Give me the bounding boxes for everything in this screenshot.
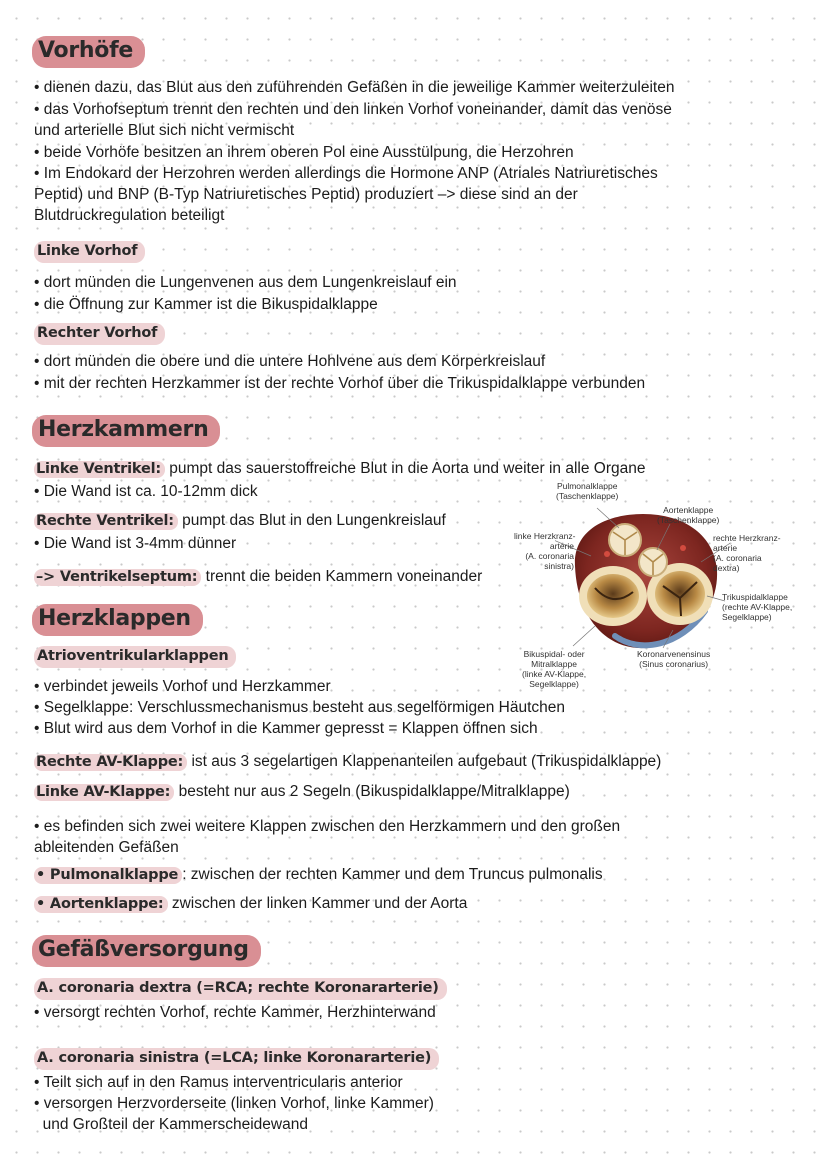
subtitle-lca: A. coronaria sinistra (=LCA; linke Koronararterie) bbox=[34, 1048, 439, 1070]
rechte-ventrikel-wand: • Die Wand ist 3-4mm dünner bbox=[34, 535, 237, 552]
rca-line-1: • versorgt rechten Vorhof, rechte Kammer, Herzhinterwand bbox=[34, 1004, 436, 1021]
section-title-herzklappen: Herzklappen bbox=[32, 604, 203, 636]
label-linke-koronararterie: linke Herzkranz- arterie (A. coronaria sinistra) bbox=[514, 531, 576, 571]
septum-label: –> Ventrikelseptum: bbox=[34, 569, 201, 586]
vorhoefe-line-6: Peptid) und BNP (B-Typ Natriuretisches Peptid) produziert –> diese sind an der bbox=[34, 186, 578, 203]
av-line-2: • Segelklappe: Verschlussmechanismus besteht aus segelförmigen Häutchen bbox=[34, 699, 566, 716]
linke-av-text: besteht nur aus 2 Segeln (Bikuspidalklappe/Mitralklappe) bbox=[174, 783, 570, 800]
septum-text: trennt die beiden Kammern voneinander bbox=[201, 568, 483, 585]
label-aortenklappe: Aortenklappe (Taschenklappe) bbox=[657, 505, 720, 525]
rechte-ventrikel-line bbox=[34, 510, 446, 532]
subtitle-linker-vorhof: Linke Vorhof bbox=[34, 241, 145, 263]
linke-ventrikel-line bbox=[34, 458, 645, 480]
pulmonalklappe-text: : zwischen der rechten Kammer und dem Truncus pulmonalis bbox=[182, 866, 603, 883]
lca-line-2: • versorgen Herzvorderseite (linken Vorhof, linke Kammer) bbox=[34, 1095, 434, 1112]
av-line-3: • Blut wird aus dem Vorhof in die Kammer gepresst = Klappen öffnen sich bbox=[34, 720, 538, 737]
label-bikuspidalklappe: Bikuspidal- oder Mitralklappe (linke AV-Klappe, Segelklappe) bbox=[522, 649, 587, 689]
rechter-vorhof-line-2: • mit der rechten Herzkammer ist der rechte Vorhof über die Trikuspidalklappe verbunden bbox=[34, 375, 646, 392]
vorhoefe-line-3: und arterielle Blut sich nicht vermischt bbox=[34, 122, 295, 139]
rechte-av-line bbox=[34, 751, 661, 773]
label-koronarvenensinus: Koronarvenensinus (Sinus coronarius) bbox=[637, 649, 711, 669]
rechte-av-label: Rechte AV-Klappe: bbox=[34, 754, 187, 771]
subtitle-atrioventrikularklappen: Atrioventrikularklappen bbox=[34, 646, 236, 668]
vorhoefe-line-2: • das Vorhofseptum trennt den rechten und den linken Vorhof voneinander, damit das venöse bbox=[34, 101, 672, 118]
aortenklappe-text: zwischen der linken Kammer und der Aorta bbox=[167, 895, 468, 912]
subtitle-rechter-vorhof: Rechter Vorhof bbox=[34, 323, 165, 345]
linker-vorhof-line-2: • die Öffnung zur Kammer ist die Bikuspidalklappe bbox=[34, 296, 378, 313]
pulmonalklappe-label: • Pulmonalklappe bbox=[34, 867, 182, 884]
rechter-vorhof-line-1: • dort münden die obere und die untere Hohlvene aus dem Körperkreislauf bbox=[34, 353, 546, 370]
subtitle-rca: A. coronaria dextra (=RCA; rechte Koronararterie) bbox=[34, 978, 447, 1000]
weitere-line-1: • es befinden sich zwei weitere Klappen zwischen den Herzkammern und den großen bbox=[34, 818, 621, 835]
linke-av-line bbox=[34, 781, 570, 803]
pulmonalklappe-line bbox=[34, 864, 603, 886]
vorhoefe-line-7: Blutdruckregulation beteiligt bbox=[34, 207, 225, 224]
label-pulmonalklappe: Pulmonalklappe (Taschenklappe) bbox=[556, 481, 619, 501]
vorhoefe-line-5: • Im Endokard der Herzohren werden allerdings die Hormone ANP (Atriales Natriuretisches bbox=[34, 165, 658, 182]
aortenklappe-line bbox=[34, 893, 467, 915]
section-title-vorhoefe: Vorhöfe bbox=[32, 36, 145, 68]
label-trikuspidalklappe: Trikuspidalklappe (rechte AV-Klappe, Segelklappe) bbox=[722, 592, 793, 622]
vorhoefe-line-4: • beide Vorhöfe besitzen an ihrem oberen Pol eine Ausstülpung, die Herzohren bbox=[34, 144, 574, 161]
rechte-ventrikel-label: Rechte Ventrikel: bbox=[34, 513, 178, 530]
linke-av-label: Linke AV-Klappe: bbox=[34, 784, 174, 801]
label-rechte-koronararterie: rechte Herzkranz- arterie (A. coronaria dextra) bbox=[713, 533, 781, 573]
linker-vorhof-line-1: • dort münden die Lungenvenen aus dem Lungenkreislauf ein bbox=[34, 274, 457, 291]
lca-line-3: und Großteil der Kammerscheidewand bbox=[34, 1116, 308, 1133]
septum-line bbox=[34, 566, 482, 588]
av-line-1: • verbindet jeweils Vorhof und Herzkammer bbox=[34, 678, 331, 695]
linke-ventrikel-label: Linke Ventrikel: bbox=[34, 461, 165, 478]
linke-ventrikel-wand: • Die Wand ist ca. 10-12mm dick bbox=[34, 483, 258, 500]
rechte-ventrikel-text: pumpt das Blut in den Lungenkreislauf bbox=[177, 512, 446, 529]
linke-ventrikel-text: pumpt das sauerstoffreiche Blut in die Aorta und weiter in alle Organe bbox=[164, 460, 646, 477]
section-title-herzkammern: Herzkammern bbox=[32, 415, 220, 447]
rechte-av-text: ist aus 3 segelartigen Klappenanteilen aufgebaut (Trikuspidalklappe) bbox=[187, 753, 662, 770]
section-title-gefaessversorgung: Gefäßversorgung bbox=[32, 935, 261, 967]
vorhoefe-line-1: • dienen dazu, das Blut aus den zuführenden Gefäßen in die jeweilige Kammer weiterzuleiten bbox=[34, 79, 675, 96]
lca-line-1: • Teilt sich auf in den Ramus interventricularis anterior bbox=[34, 1074, 403, 1091]
weitere-line-2: ableitenden Gefäßen bbox=[34, 839, 179, 856]
aortenklappe-label: • Aortenklappe: bbox=[34, 896, 168, 913]
